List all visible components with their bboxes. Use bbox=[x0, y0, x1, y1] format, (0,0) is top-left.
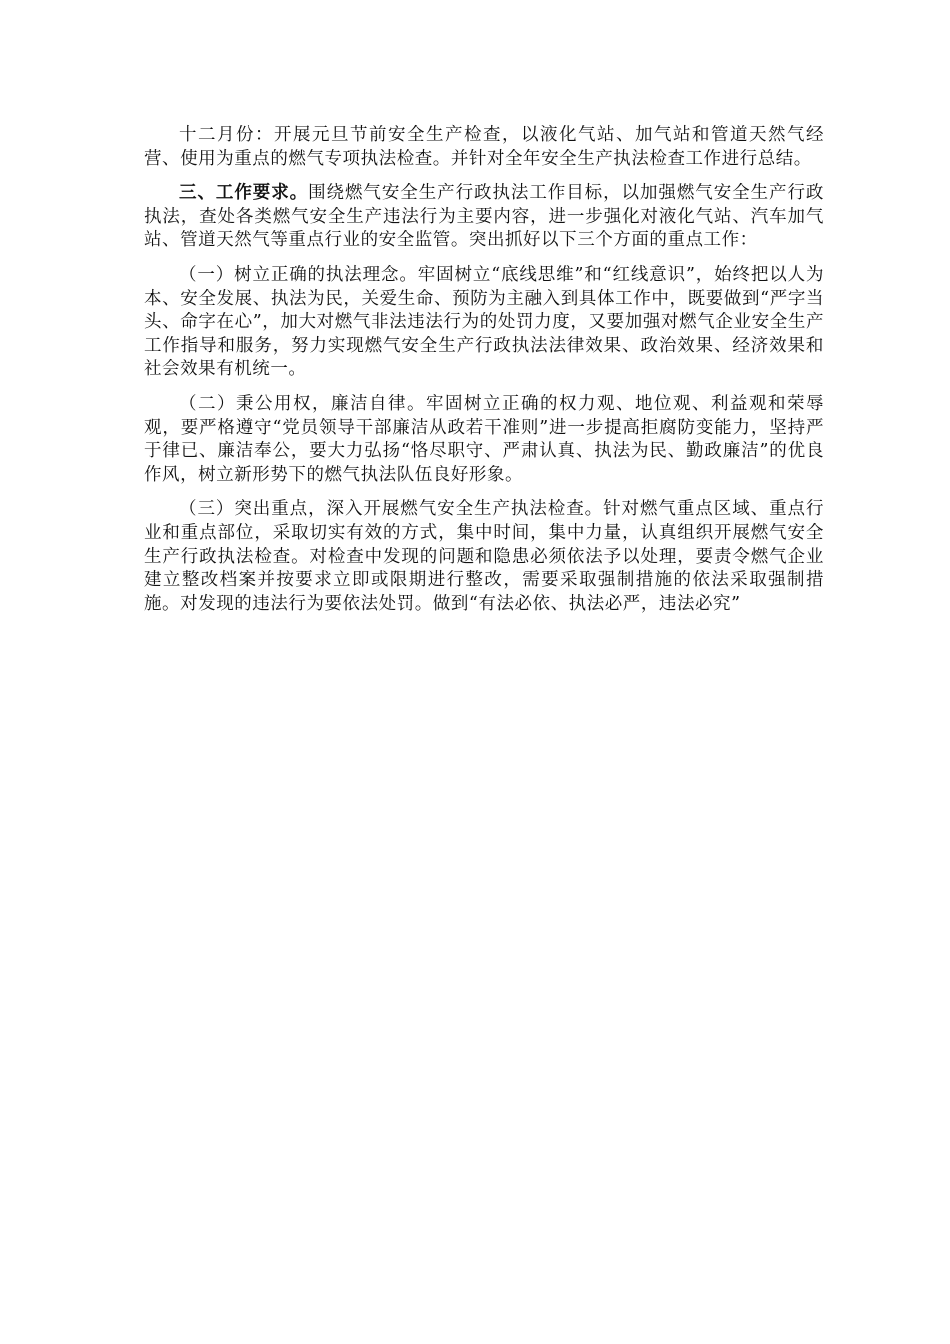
paragraph-text: 十二月份：开展元旦节前安全生产检查，以液化气站、加气站和管道天然气经营、使用为重点的燃气专项执法检查。并针对全年安全生产执法检查工作进行总结。 bbox=[144, 125, 824, 169]
paragraph-text: （一）树立正确的执法理念。牢固树立“底线思维”和“红线意识”，始终把以人为本、安全发展、执法为民，关爱生命、预防为主融入到具体工作中，既要做到“严字当头、命字在心”，加大对燃气非法违法行为的处罚力度，又要加强对燃气企业安全生产工作指导和服务，努力实现燃气安全生产行政执法法律效果、政治效果、经济效果和社会效果有机统一。 bbox=[144, 264, 824, 380]
section-heading: 三、工作要求。 bbox=[179, 183, 309, 204]
paragraph-text: 围绕燃气安全生产行政执法工作目标，以加强燃气安全生产行政执法，查处各类燃气安全生产违法行为主要内容，进一步强化对液化气站、汽车加气站、管道天然气等重点行业的安全监管。突出抓好以下三个方面的重点工作： bbox=[144, 183, 824, 251]
paragraph-item-1 bbox=[144, 264, 824, 382]
paragraph-item-2 bbox=[144, 393, 824, 487]
paragraph-december-plan bbox=[144, 124, 824, 171]
paragraph-text: （三）突出重点，深入开展燃气安全生产执法检查。针对燃气重点区域、重点行业和重点部位，采取切实有效的方式，集中时间，集中力量，认真组织开展燃气安全生产行政执法检查。对检查中发现的问题和隐患必须依法予以处理，要责令燃气企业建立整改档案并按要求立即或限期进行整改，需要采取强制措施的依法采取强制措施。对发现的违法行为要依法处罚。做到“有法必依、执法必严，违法必究” bbox=[144, 499, 824, 614]
document-body bbox=[144, 124, 824, 627]
paragraph-item-3 bbox=[144, 498, 824, 616]
paragraph-work-requirements bbox=[144, 182, 824, 253]
paragraph-text: （二）秉公用权，廉洁自律。牢固树立正确的权力观、地位观、利益观和荣辱观，要严格遵守“党员领导干部廉洁从政若干准则”进一步提高拒腐防变能力，坚持严于律已、廉洁奉公，要大力弘扬“恪尽职守、严肃认真、执法为民、勤政廉洁”的优良作风，树立新形势下的燃气执法队伍良好形象。 bbox=[144, 393, 824, 485]
